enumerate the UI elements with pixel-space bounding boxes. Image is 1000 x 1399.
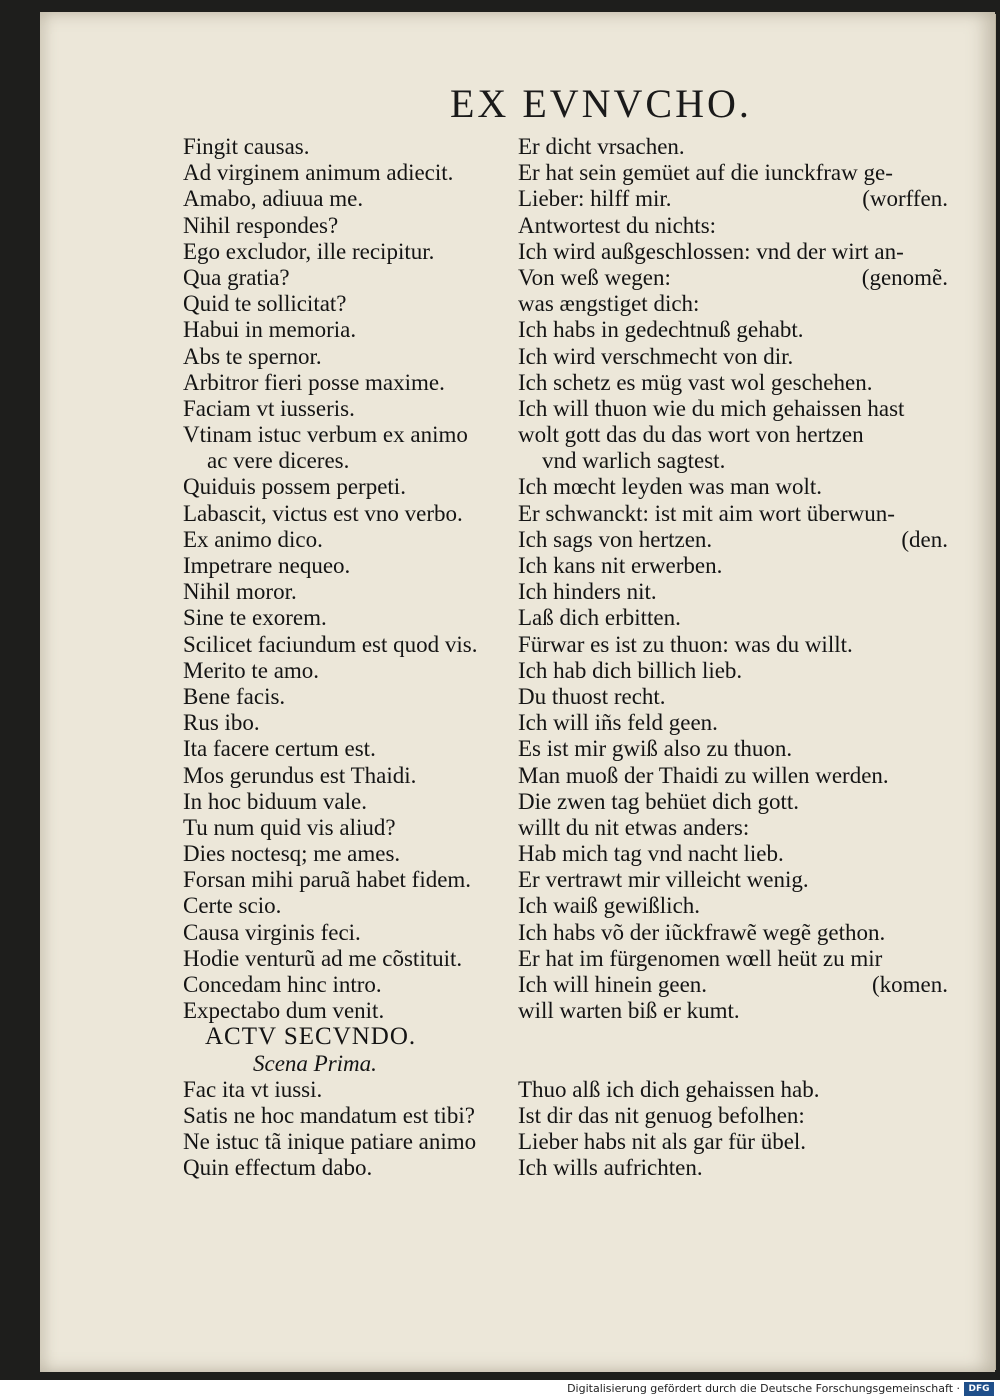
german-line-text: Von weß wegen: — [518, 264, 671, 290]
german-line-text: Er hat sein gemüet auf die iunckfraw ge- — [518, 160, 893, 186]
latin-line: Rus ibo. — [183, 710, 260, 736]
latin-line: Nihil moror. — [183, 579, 297, 605]
latin-line: Qua gratia? — [183, 264, 290, 290]
german-line-text: vnd warlich sagtest. — [542, 448, 726, 474]
german-line — [518, 160, 948, 186]
german-line-text: will warten biß er kumt. — [518, 998, 740, 1024]
latin-line: Dies noctesq; me ames. — [183, 841, 401, 867]
german-line — [518, 1155, 948, 1181]
german-line — [518, 1051, 948, 1077]
german-line — [518, 763, 948, 789]
latin-line: Arbitror fieri posse maxime. — [183, 369, 445, 395]
german-line-continuation: (genomẽ. — [861, 264, 948, 290]
latin-line: Hodie venturũ ad me cõstituit. — [183, 945, 463, 971]
german-line — [518, 1024, 948, 1050]
latin-line: Quin effectum dabo. — [183, 1155, 373, 1181]
running-head: EX EVNVCHO. — [450, 81, 752, 126]
german-line — [518, 841, 948, 867]
german-line — [518, 501, 948, 527]
german-line-text: Ich will iñs feld geen. — [518, 710, 718, 736]
german-line — [518, 1129, 948, 1155]
latin-line: Abs te spernor. — [183, 343, 322, 369]
latin-line: Ex animo dico. — [183, 526, 323, 552]
german-line-continuation: (worffen. — [862, 186, 948, 212]
german-line — [518, 893, 948, 919]
german-line-continuation: (komen. — [871, 972, 948, 997]
german-line-text: Lieber habs nit als gar für übel. — [518, 1129, 807, 1155]
latin-line: Forsan mihi paruã habet fidem. — [183, 867, 472, 893]
german-column — [518, 134, 948, 1182]
german-line — [518, 422, 948, 448]
german-line — [518, 474, 948, 500]
german-line-text: Ich hab dich billich lieb. — [518, 657, 743, 683]
german-line-text: Ich will hinein geen. — [518, 972, 708, 997]
german-line — [518, 213, 948, 239]
german-line-text: Ich kans nit erwerben. — [518, 553, 723, 578]
latin-line: Merito te amo. — [183, 657, 320, 683]
german-line — [518, 658, 948, 684]
german-line-text: Man muoß der Thaidi zu willen werden. — [518, 762, 889, 788]
latin-line: Bene facis. — [183, 683, 286, 709]
german-line-text: Er vertrawt mir villeicht wenig. — [518, 867, 809, 893]
german-line — [518, 239, 948, 265]
german-line — [518, 946, 948, 972]
german-line-text: Thuo alß ich dich gehaissen hab. — [518, 1076, 820, 1102]
latin-line: Certe scio. — [183, 893, 282, 919]
german-line-text: Es ist mir gwiß also zu thuon. — [518, 736, 793, 762]
latin-line: In hoc biduum vale. — [183, 788, 367, 814]
german-line-text: Ich wills aufrichten. — [518, 1155, 703, 1181]
german-line-text: wolt gott das du das wort von hertzen — [518, 422, 864, 448]
dfg-logo: DFG — [964, 1382, 994, 1396]
latin-line: Habui in memoria. — [183, 317, 357, 343]
german-line — [518, 370, 948, 396]
german-line — [518, 710, 948, 736]
german-line-text: willt du nit etwas anders: — [518, 814, 750, 840]
german-line — [518, 920, 948, 946]
german-line-continuation: (den. — [901, 526, 948, 552]
german-line-text: Ist dir das nit genuog befolhen: — [518, 1102, 805, 1128]
german-line — [518, 448, 948, 474]
latin-line: Scena Prima. — [253, 1050, 377, 1076]
german-line-text: Er hat im fürgenomen wœll heüt zu mir — [518, 945, 883, 971]
latin-line: Quiduis possem perpeti. — [183, 474, 406, 500]
german-line-text: Ich mœcht leyden was man wolt. — [518, 474, 823, 500]
latin-line: Faciam vt iusseris. — [183, 395, 355, 421]
german-line — [518, 317, 948, 343]
footer-bar — [0, 1380, 1000, 1399]
german-line — [518, 815, 948, 841]
german-line-text: Antwortest du nichts: — [518, 212, 717, 238]
german-line — [518, 186, 948, 212]
german-line-text: Ich will thuon wie du mich gehaissen hast — [518, 395, 905, 421]
german-line — [518, 1077, 948, 1103]
german-line-text: Die zwen tag behüet dich gott. — [518, 788, 800, 814]
latin-line: Satis ne hoc mandatum est tibi? — [183, 1102, 475, 1128]
latin-line: Ad virginem animum adiecit. — [183, 160, 454, 186]
latin-line: Ita facere certum est. — [183, 736, 376, 762]
german-line — [518, 265, 948, 291]
german-line-text: Ich hinders nit. — [518, 579, 657, 605]
latin-line: Expectabo dum venit. — [183, 998, 385, 1024]
german-line — [518, 291, 948, 317]
latin-line: Quid te sollicitat? — [183, 291, 347, 317]
german-line-text: Er dicht vrsachen. — [518, 134, 685, 159]
latin-line: Impetrare nequeo. — [183, 553, 351, 578]
german-line — [518, 789, 948, 815]
latin-line: Vtinam istuc verbum ex animo — [183, 422, 468, 448]
latin-line: Ne istuc tã inique patiare animo — [183, 1129, 477, 1155]
funding-notice: Digitalisierung gefördert durch die Deutsche Forschungsgemeinschaft · — [567, 1382, 960, 1395]
german-line-text: Er schwanckt: ist mit aim wort überwun- — [518, 500, 895, 526]
german-line — [518, 527, 948, 553]
german-line — [518, 1103, 948, 1129]
latin-line: ACTV SECVNDO. — [205, 1023, 417, 1051]
latin-line: Amabo, adiuua me. — [183, 186, 364, 212]
german-line — [518, 553, 948, 579]
latin-line: Ego excludor, ille recipitur. — [183, 238, 435, 264]
latin-line: Nihil respondes? — [183, 212, 339, 238]
german-line — [518, 344, 948, 370]
latin-line: Fingit causas. — [183, 134, 310, 159]
latin-line: Fac ita vt iussi. — [183, 1076, 323, 1102]
german-line-text: Ich waiß gewißlich. — [518, 893, 701, 919]
german-line — [518, 867, 948, 893]
latin-line: Sine te exorem. — [183, 605, 327, 631]
latin-column — [183, 134, 513, 1182]
german-line — [518, 736, 948, 762]
german-line — [518, 134, 948, 160]
latin-line: Causa virginis feci. — [183, 919, 361, 945]
german-line — [518, 632, 948, 658]
german-line — [518, 998, 948, 1024]
german-line — [518, 396, 948, 422]
german-line-text: Ich wird verschmecht von dir. — [518, 343, 794, 369]
german-line-text: was ængstiget dich: — [518, 291, 700, 317]
latin-line: Concedam hinc intro. — [183, 972, 382, 997]
german-line-text: Fürwar es ist zu thuon: was du willt. — [518, 631, 853, 657]
german-line-text: Lieber: hilff mir. — [518, 186, 672, 212]
german-line-text: Ich wird außgeschlossen: vnd der wirt an- — [518, 238, 904, 264]
german-line-text: Ich habs võ der iũckfrawẽ wegẽ gethon. — [518, 919, 886, 945]
german-line-text: Ich schetz es müg vast wol geschehen. — [518, 369, 873, 395]
german-line-text: Ich habs in gedechtnuß gehabt. — [518, 317, 804, 343]
german-line-text: Hab mich tag vnd nacht lieb. — [518, 841, 784, 867]
german-line-text: Laß dich erbitten. — [518, 605, 681, 631]
german-line — [518, 605, 948, 631]
latin-line: Mos gerundus est Thaidi. — [183, 762, 417, 788]
german-line — [518, 972, 948, 998]
latin-line: Labascit, victus est vno verbo. — [183, 500, 463, 526]
german-line — [518, 579, 948, 605]
german-line-text: Du thuost recht. — [518, 683, 666, 709]
german-line — [518, 684, 948, 710]
latin-line: Scilicet faciundum est quod vis. — [183, 631, 478, 657]
latin-line: Tu num quid vis aliud? — [183, 814, 396, 840]
latin-line: ac vere diceres. — [207, 448, 350, 474]
german-line-text: Ich sags von hertzen. — [518, 526, 713, 552]
